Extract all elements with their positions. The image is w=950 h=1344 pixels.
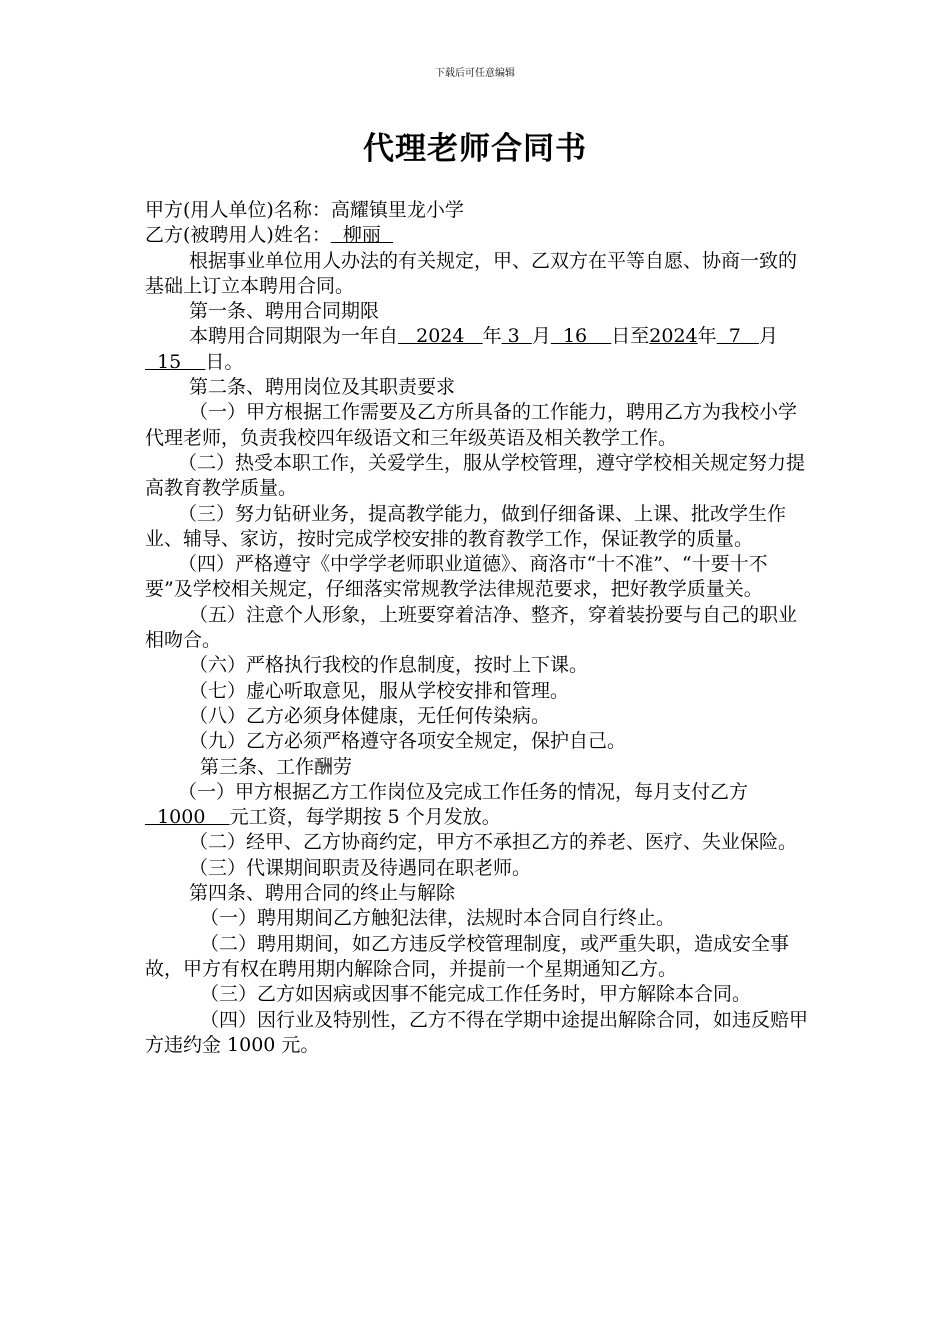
document-title: 代理老师合同书 [363, 131, 587, 167]
end-day: 15 [145, 350, 206, 373]
article2-item-9: （九）乙方必须严格遵守各项安全规定，保护自己。 [189, 730, 627, 753]
party-a-value: 高耀镇里龙小学 [330, 199, 464, 221]
article2-item-3: （三）努力钻研业务，提高教学能力，做到仔细备课、上课、批改学生作业、辅导、家访，按时完成学校安排的教育教学工作，保证教学的质量。 [145, 502, 787, 550]
article2-heading: 第二条、聘用岗位及其职责要求 [189, 376, 456, 399]
start-day: 16 [550, 325, 612, 348]
article4-item-1: （一）聘用期间乙方触犯法律，法规时本合同自行终止。 [200, 907, 676, 930]
article1-term: 本聘用合同期限为一年自 2024 年 3 月 16 日至2024年 7 月 15 日。 [145, 325, 778, 373]
article3-item-1: （一）甲方根据乙方工作岗位及完成工作任务的情况，每月支付乙方 1000 元工资，每学期按 5 个月发放。 [145, 780, 749, 829]
article3-item-2: （二）经甲、乙方协商约定，甲方不承担乙方的养老、医疗、失业保险。 [189, 831, 798, 854]
article2-item-8: （八）乙方必须身体健康，无任何传染病。 [189, 704, 551, 727]
article2-item-7: （七）虚心听取意见，服从学校安排和管理。 [189, 679, 570, 702]
article2-item-5: （五）注意个人形象，上班要穿着洁净、整齐，穿着装扮要与自己的职业相吻合。 [145, 603, 798, 652]
party-a-line [145, 198, 810, 223]
article4-item-3: （三）乙方如因病或因事不能完成工作任务时，甲方解除本合同。 [200, 983, 752, 1006]
monthly-salary: 1000 [145, 806, 230, 829]
end-month: 7 [716, 325, 759, 348]
end-year: 2024 [649, 325, 698, 348]
article4-heading: 第四条、聘用合同的终止与解除 [189, 882, 456, 905]
party-b-label: 乙方(被聘用人)姓名： [145, 224, 331, 247]
article1-heading: 第一条、聘用合同期限 [189, 300, 380, 323]
document-body [145, 198, 810, 1058]
party-b-value: 柳丽 [330, 224, 393, 247]
start-month: 3 [501, 325, 532, 348]
article4-item-2: （二）聘用期间，如乙方违反学校管理制度，或严重失职，造成安全事故，甲方有权在聘用期内解除合同，并提前一个星期通知乙方。 [145, 932, 790, 980]
article2-item-6: （六）严格执行我校的作息制度，按时上下课。 [189, 654, 589, 677]
party-a-label: 甲方(用人单位)名称： [145, 199, 331, 221]
party-b-line [145, 223, 810, 248]
article2-item-4: （四）严格遵守《中学学老师职业道德》、商洛市“十不准”、“十要十不要”及学校相关规定，仔细落实常规教学法律规范要求，把好教学质量关。 [145, 553, 768, 601]
article2-item-1: （一）甲方根据工作需要及乙方所具备的工作能力，聘用乙方为我校小学代理老师，负责我校四年级语文和三年级英语及相关教学工作。 [145, 401, 798, 449]
intro-paragraph: 根据事业单位用人办法的有关规定，甲、乙双方在平等自愿、协商一致的基础上订立本聘用合同。 [145, 249, 798, 297]
article2-item-2: （二）热受本职工作，关爱学生，服从学校管理，遵守学校相关规定努力提高教育教学质量。 [145, 451, 806, 500]
article3-item-3: （三）代课期间职责及待遇同在职老师。 [189, 856, 532, 879]
article3-heading: 第三条、工作酬劳 [200, 755, 353, 778]
article4-item-4: （四）因行业及特别性，乙方不得在学期中途提出解除合同，如违反赔甲方违约金 1000 元。 [145, 1008, 809, 1056]
start-year: 2024 [398, 325, 483, 348]
header-note: 下载后可任意编辑 [435, 68, 515, 79]
